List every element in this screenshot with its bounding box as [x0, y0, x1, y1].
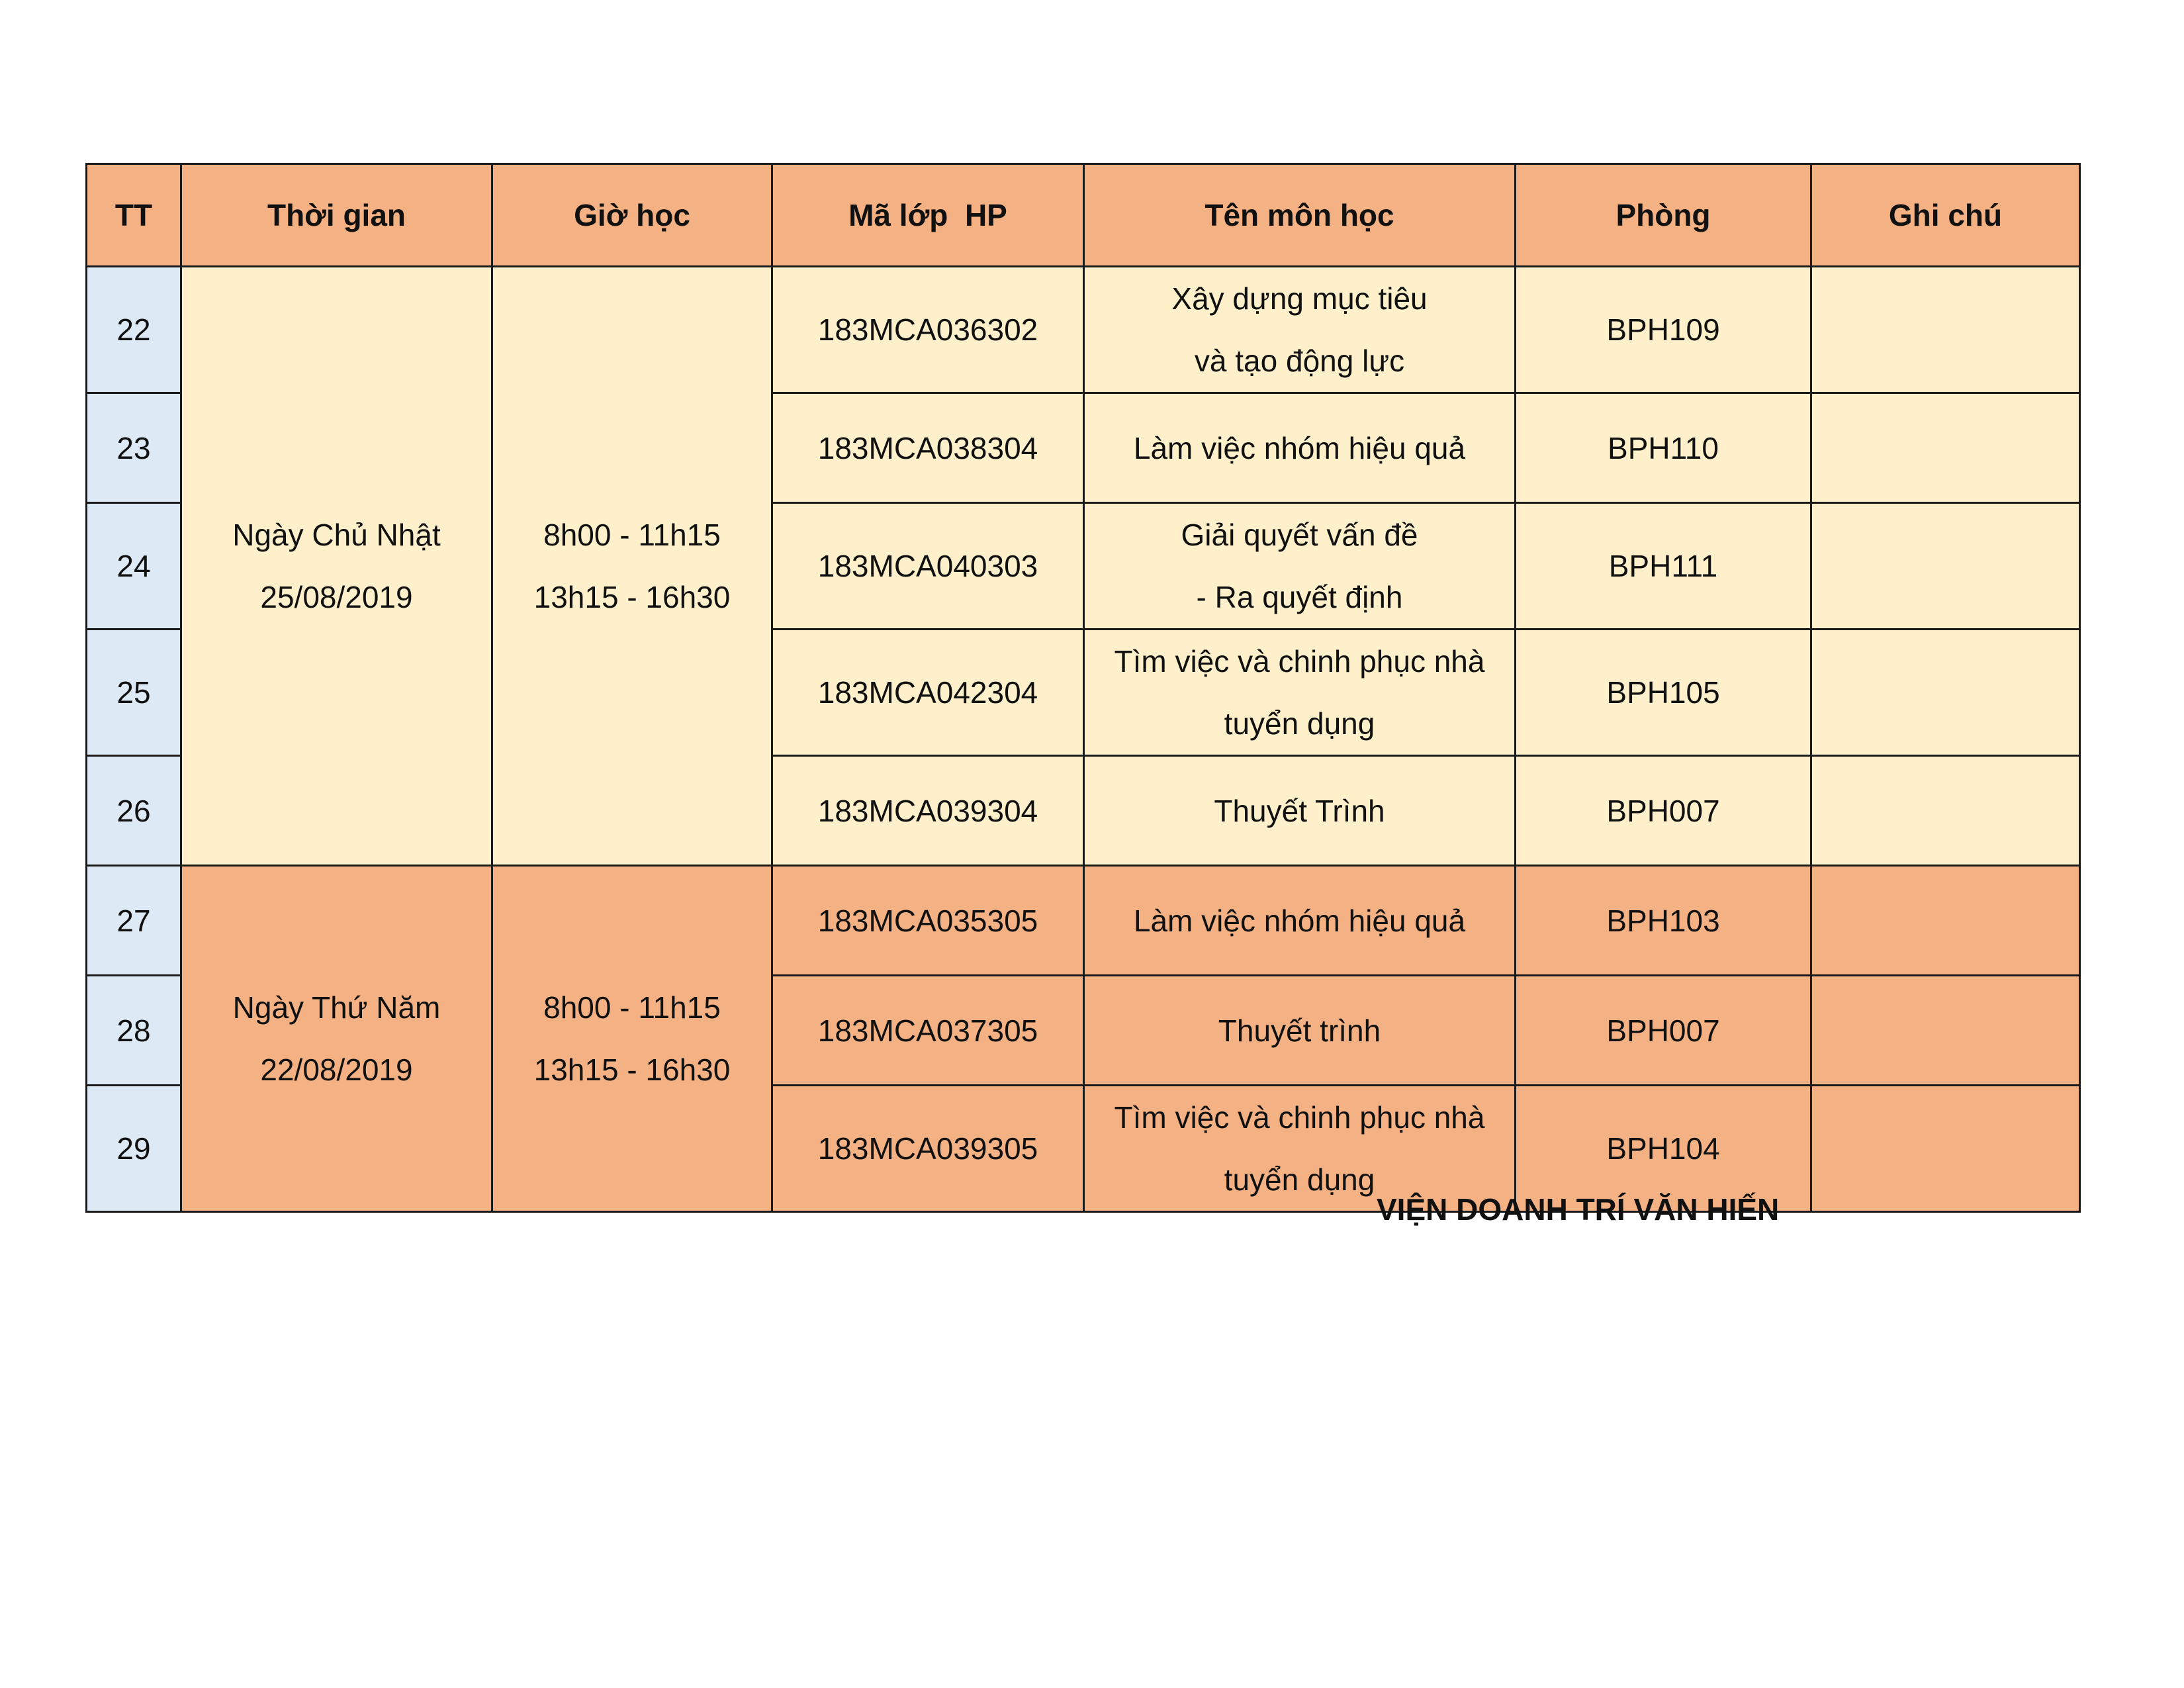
class-code: 183MCA037305: [772, 976, 1084, 1086]
note: [1811, 503, 2080, 630]
subject-name: [1084, 393, 1516, 503]
schedule-table: [85, 163, 2081, 1213]
subject-line-1: Thuyết trình: [1218, 1013, 1381, 1048]
subject-line-1: Làm việc nhóm hiệu quả: [1133, 903, 1466, 938]
note: [1811, 267, 2080, 393]
row-number: 24: [87, 503, 181, 630]
group-hours-cell: [492, 267, 772, 866]
hours-afternoon: 13h15 - 16h30: [533, 1053, 731, 1087]
header-room: Phòng: [1516, 164, 1811, 267]
room: BPH105: [1516, 630, 1811, 756]
subject-name: [1084, 756, 1516, 866]
subject-line-1: Tìm việc và chinh phục nhà: [1114, 644, 1485, 679]
group-day: Ngày Chủ Nhật: [232, 518, 441, 552]
row-number: 25: [87, 630, 181, 756]
room: BPH007: [1516, 976, 1811, 1086]
row-number: 28: [87, 976, 181, 1086]
room: BPH111: [1516, 503, 1811, 630]
row-number: 27: [87, 866, 181, 976]
subject-name: [1084, 866, 1516, 976]
header-subject: Tên môn học: [1084, 164, 1516, 267]
note: [1811, 630, 2080, 756]
row-number: 26: [87, 756, 181, 866]
subject-name: [1084, 976, 1516, 1086]
subject-name: [1084, 630, 1516, 756]
class-code: 183MCA042304: [772, 630, 1084, 756]
room: BPH109: [1516, 267, 1811, 393]
group-day: Ngày Thứ Năm: [232, 990, 441, 1025]
group-date: 22/08/2019: [260, 1053, 413, 1087]
room: BPH110: [1516, 393, 1811, 503]
header-class-code: Mã lớp HP: [772, 164, 1084, 267]
note: [1811, 866, 2080, 976]
group-date-cell: [181, 866, 492, 1212]
table-row: [87, 866, 2080, 976]
subject-line-1: Làm việc nhóm hiệu quả: [1133, 430, 1466, 465]
row-number: 23: [87, 393, 181, 503]
subject-line-1: Thuyết Trình: [1214, 793, 1385, 828]
note: [1811, 976, 2080, 1086]
subject-line-2: tuyển dụng: [1224, 706, 1375, 741]
subject-line-2: và tạo động lực: [1194, 344, 1405, 378]
group-hours-cell: [492, 866, 772, 1212]
hours-morning: 8h00 - 11h15: [543, 518, 721, 552]
subject-line-2: tuyển dụng: [1224, 1162, 1375, 1197]
institution-name: VIỆN DOANH TRÍ VĂN HIẾN: [1377, 1192, 1780, 1227]
header-note: Ghi chú: [1811, 164, 2080, 267]
header-tt: TT: [87, 164, 181, 267]
row-number: 22: [87, 267, 181, 393]
hours-morning: 8h00 - 11h15: [543, 990, 721, 1025]
subject-line-1: Tìm việc và chinh phục nhà: [1114, 1100, 1485, 1135]
note: [1811, 756, 2080, 866]
hours-afternoon: 13h15 - 16h30: [533, 580, 731, 614]
subject-name: [1084, 267, 1516, 393]
header-hours: Giờ học: [492, 164, 772, 267]
class-code: 183MCA035305: [772, 866, 1084, 976]
class-code: 183MCA036302: [772, 267, 1084, 393]
class-code: 183MCA039304: [772, 756, 1084, 866]
class-code: 183MCA040303: [772, 503, 1084, 630]
class-code: 183MCA038304: [772, 393, 1084, 503]
room: BPH103: [1516, 866, 1811, 976]
class-code: 183MCA039305: [772, 1086, 1084, 1212]
note: [1811, 1086, 2080, 1212]
note: [1811, 393, 2080, 503]
header-row: [87, 164, 2080, 267]
room: BPH104: [1516, 1086, 1811, 1212]
subject-name: [1084, 503, 1516, 630]
row-number: 29: [87, 1086, 181, 1212]
header-time: Thời gian: [181, 164, 492, 267]
group-date-cell: [181, 267, 492, 866]
subject-line-2: - Ra quyết định: [1196, 580, 1403, 614]
group-date: 25/08/2019: [260, 580, 413, 614]
subject-line-1: Giải quyết vấn đề: [1181, 518, 1418, 552]
table-row: [87, 267, 2080, 393]
subject-line-1: Xây dựng mục tiêu: [1171, 281, 1428, 316]
room: BPH007: [1516, 756, 1811, 866]
